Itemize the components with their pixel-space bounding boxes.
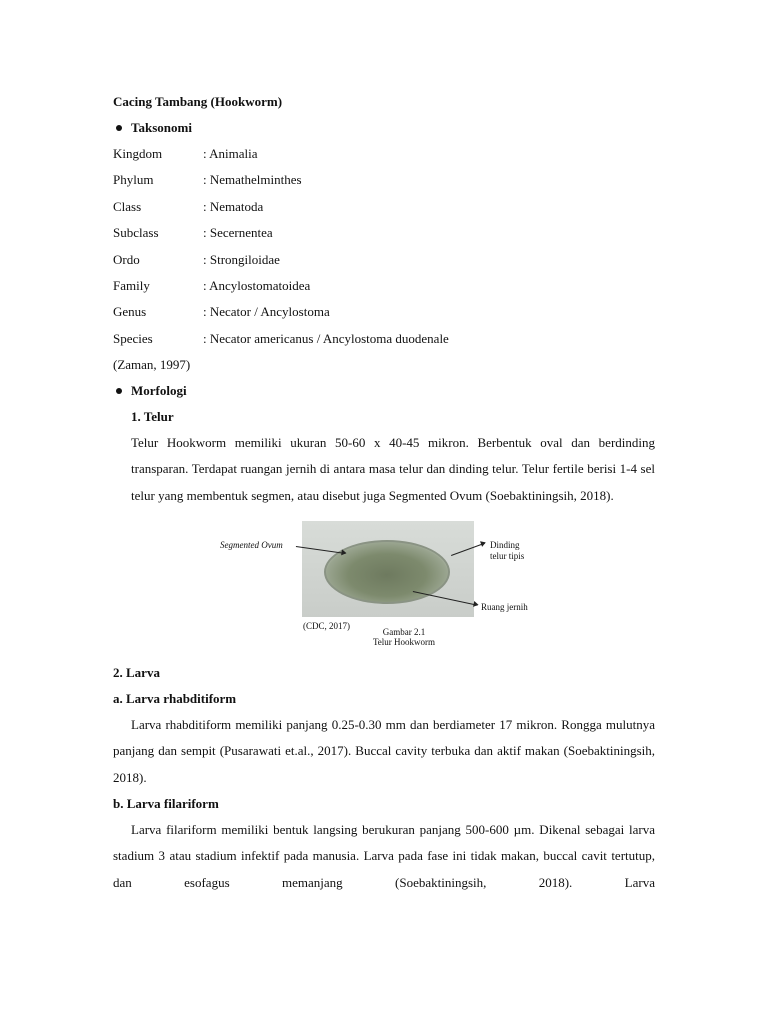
taxonomy-key: Genus [113, 304, 147, 320]
taxonomy-value: : Animalia [203, 146, 258, 161]
taxonomy-value: : Strongiloidae [203, 251, 280, 267]
taxonomy-value: : Nematoda [203, 198, 264, 214]
taxonomy-key: Class [113, 198, 142, 214]
taxonomy-key: Family [113, 277, 150, 293]
filariform-paragraph: Larva filariform memiliki bentuk langsing berukuran panjang 500-600 µm. Dikenal sebagai larva stadium 3 atau stadium infektif pada manusia. Larva pada fase ini tidak makan, buccal cavit tertutup, dan esofagus memanjang (Soebaktiningsih, 2018). Larva [113, 821, 655, 890]
taxonomy-value: : Nemathelminthes [203, 172, 302, 188]
taxonomy-value: : Ancylostomatoidea [203, 277, 311, 293]
taxonomy-citation: (Zaman, 1997) [113, 357, 191, 373]
figure-label-segmented-ovum: Segmented Ovum [220, 540, 283, 551]
rhabditiform-paragraph: Larva rhabditiform memiliki panjang 0.25-0.30 mm dan berdiameter 17 mikron. Rongga mulutnya panjang dan sempit (Pusarawati et.al., 2017). Buccal cavity terbuka dan aktif makan (Soebaktiningsih, 2018). [113, 717, 655, 785]
figure-hookworm-egg [113, 511, 655, 656]
taxonomy-value: : Necator / Ancylostoma [203, 304, 330, 320]
taksonomi-heading: Taksonomi [113, 115, 655, 141]
figure-label-ruang-jernih: Ruang jernih [481, 602, 528, 613]
taxonomy-row-class [113, 194, 655, 220]
figure-caption-title: Telur Hookworm [372, 637, 436, 648]
taxonomy-value: : Necator americanus / Ancylostoma duodenale [203, 330, 449, 346]
taxonomy-value: : Secernentea [203, 225, 273, 241]
rhabditiform-heading: a. Larva rhabditiform [113, 691, 237, 707]
taxonomy-key: Kingdom [113, 146, 163, 161]
document-title: Cacing Tambang (Hookworm) [113, 94, 283, 109]
taxonomy-row-species [113, 326, 655, 352]
taxonomy-table [113, 141, 655, 352]
telur-heading: 1. Telur [131, 409, 174, 425]
bullet-icon [116, 388, 122, 394]
taxonomy-row-ordo [113, 247, 655, 273]
taxonomy-key: Species [113, 330, 153, 346]
morfologi-heading: Morfologi [113, 378, 655, 404]
taxonomy-key: Phylum [113, 172, 154, 188]
taxonomy-row-family [113, 273, 655, 299]
document-page [113, 89, 655, 896]
filariform-heading: b. Larva filariform [113, 795, 219, 811]
figure-label-dinding-1: Dinding [490, 540, 520, 551]
bullet-icon [116, 125, 122, 131]
taxonomy-row-subclass [113, 220, 655, 246]
taxonomy-key: Subclass [113, 225, 159, 241]
figure-label-dinding-2: telur tipis [490, 551, 525, 562]
telur-paragraph: Telur Hookworm memiliki ukuran 50-60 x 40-45 mikron. Berbentuk oval dan berdinding transparan. Terdapat ruangan jernih di antara masa telur dan dinding telur. Telur fertile berisi 1-4 sel telur yang membentuk segmen, atau disebut juga Segmented Ovum (Soebaktiningsih, 2018). [131, 435, 655, 503]
egg-micrograph [302, 521, 474, 617]
taxonomy-row-kingdom [113, 141, 655, 167]
taxonomy-row-genus [113, 299, 655, 325]
taxonomy-key: Ordo [113, 251, 140, 267]
taxonomy-row-phylum [113, 167, 655, 193]
figure-caption-number: Gambar 2.1 [382, 627, 426, 638]
larva-heading: 2. Larva [113, 665, 160, 681]
figure-source: (CDC, 2017) [303, 621, 350, 632]
